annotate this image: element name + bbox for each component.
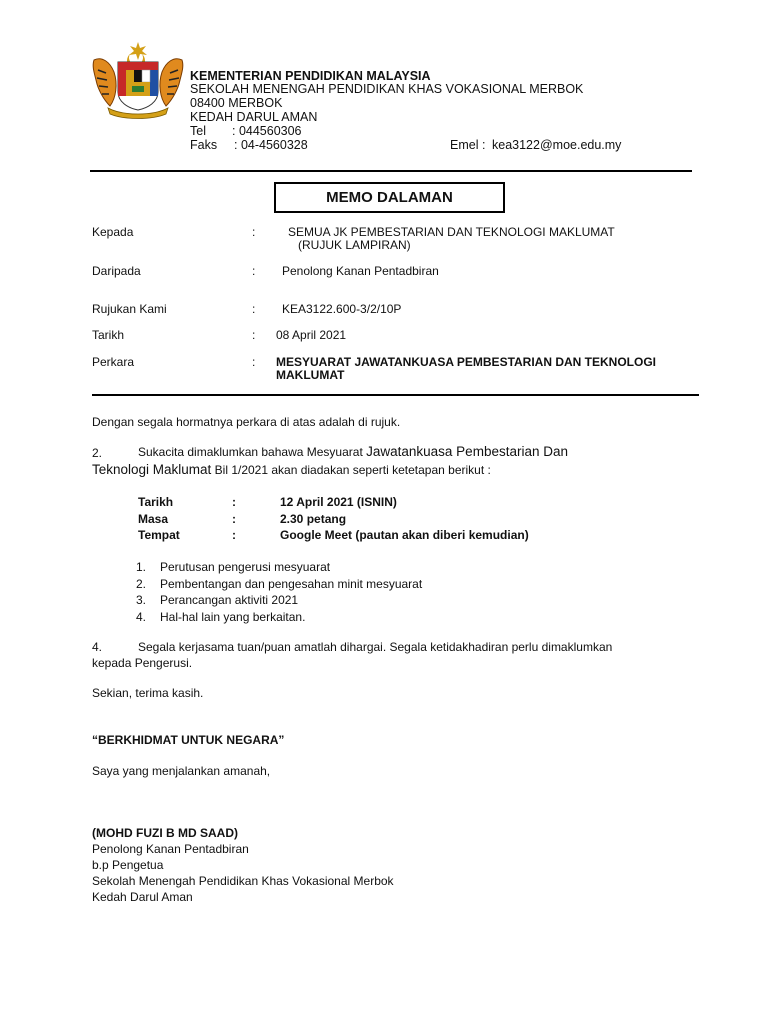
signatory-state: Kedah Darul Aman [92,890,193,904]
para4-line2: kepada Pengerusi. [92,656,193,670]
agenda-item [136,576,422,593]
agenda-list [136,559,422,625]
agenda-text: Hal-hal lain yang berkaitan. [160,609,306,624]
agenda-number: 1. [136,560,147,574]
meeting-date-colon: : [232,495,236,509]
tel-value: : 044560306 [232,124,302,138]
para2-number: 2. [92,446,103,460]
agenda-text: Perancangan aktiviti 2021 [160,593,299,607]
agenda-item [136,592,422,609]
rujukan-value: KEA3122.600-3/2/10P [282,302,402,316]
malaysia-coat-of-arms-logo [88,40,188,122]
fax-value: : 04-4560328 [234,138,308,152]
tel-label: Tel [190,124,206,138]
agenda-item [136,609,422,626]
motto: “BERKHIDMAT UNTUK NEGARA” [92,733,285,747]
para2-line2 [92,462,491,478]
daripada-colon: : [252,264,256,278]
memo-title: MEMO DALAMAN [274,182,505,213]
meeting-date-value: 12 April 2021 (ISNIN) [280,495,397,509]
rujukan-label: Rujukan Kami [92,302,167,316]
perkara-value-cont: MAKLUMAT [276,368,345,382]
fax-label: Faks [190,138,218,152]
meeting-time-value: 2.30 petang [280,512,347,526]
subject-divider [92,394,699,396]
kepada-label: Kepada [92,225,134,239]
agenda-number: 2. [136,576,147,591]
signatory-position: Penolong Kanan Pentadbiran [92,842,249,856]
agenda-item [136,559,422,576]
meeting-venue-value: Google Meet (pautan akan diberi kemudian) [280,528,529,542]
signatory-name: (MOHD FUZI B MD SAAD) [92,826,238,840]
trust-line: Saya yang menjalankan amanah, [92,764,271,778]
email-label: Emel : [450,138,486,152]
signatory-on-behalf: b.p Pengetua [92,858,164,872]
daripada-label: Daripada [92,264,141,278]
para4-number: 4. [92,640,103,654]
postcode-city: 08400 MERBOK [190,96,283,110]
agenda-number: 4. [136,609,147,624]
tarikh-label: Tarikh [92,328,125,342]
para4-line1: Segala kerjasama tuan/puan amatlah dihargai. Segala ketidakhadiran perlu dimaklumkan [138,640,613,654]
meeting-venue-colon: : [232,528,236,542]
tarikh-colon: : [252,328,256,342]
email-address: kea3122@moe.edu.my [492,138,622,152]
perkara-value: MESYUARAT JAWATANKUASA PEMBESTARIAN DAN TEKNOLOGI [276,355,657,369]
agenda-number: 3. [136,593,147,607]
agenda-text: Perutusan pengerusi mesyuarat [160,560,331,574]
para2-text-a: Sukacita dimaklumkan bahawa Mesyuarat [138,445,367,459]
perkara-label: Perkara [92,355,135,369]
perkara-colon: : [252,355,256,369]
header-divider [90,170,692,172]
signatory-school: Sekolah Menengah Pendidikan Khas Vokasional Merbok [92,874,394,888]
rujukan-colon: : [252,302,256,316]
closing-text: Sekian, terima kasih. [92,686,204,700]
meeting-venue-label: Tempat [138,528,180,542]
meeting-time-label: Masa [138,512,169,526]
school-name: SEKOLAH MENENGAH PENDIDIKAN KHAS VOKASIONAL MERBOK [190,82,584,96]
ministry-name: KEMENTERIAN PENDIDIKAN MALAYSIA [190,69,431,83]
kepada-value: SEMUA JK PEMBESTARIAN DAN TEKNOLOGI MAKLUMAT [288,225,615,239]
state-name: KEDAH DARUL AMAN [190,110,318,124]
kepada-colon: : [252,225,256,239]
meeting-date-label: Tarikh [138,495,174,509]
meeting-time-colon: : [232,512,236,526]
para2-committee-cont: Teknologi Maklumat [92,462,212,477]
agenda-text: Pembentangan dan pengesahan minit mesyuarat [160,576,423,591]
para2-committee: Jawatankuasa Pembestarian Dan [366,444,568,459]
tarikh-value: 08 April 2021 [276,328,347,342]
para2-line1 [138,444,568,460]
opening-paragraph: Dengan segala hormatnya perkara di atas adalah di rujuk. [92,415,401,429]
daripada-value: Penolong Kanan Pentadbiran [282,264,439,278]
kepada-value-note: (RUJUK LAMPIRAN) [298,238,411,252]
para2-text-d: Bil 1/2021 akan diadakan seperti ketetapan berikut : [211,463,491,477]
